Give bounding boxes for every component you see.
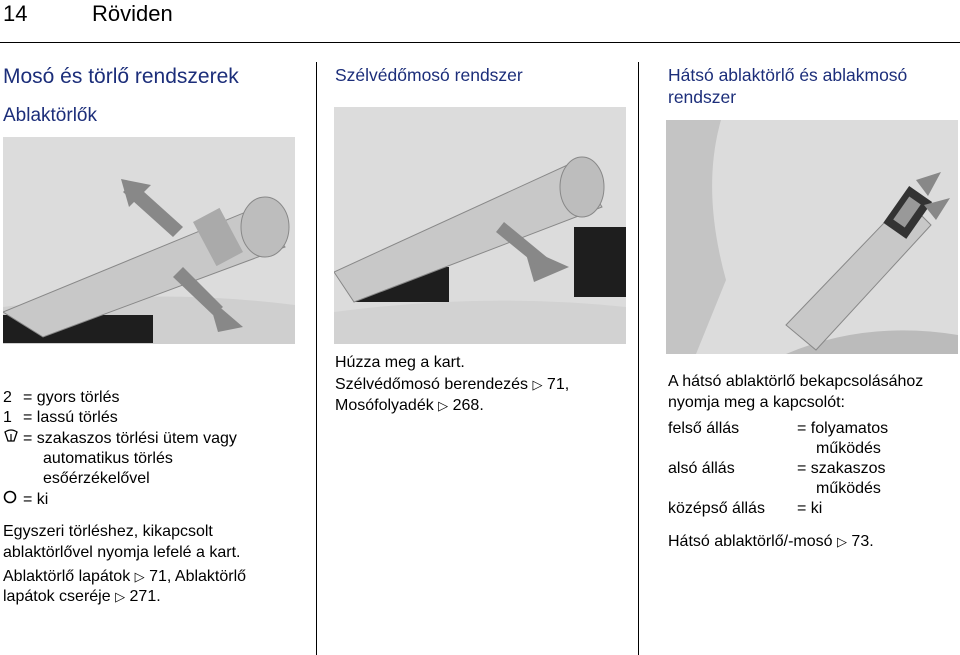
wiper-lever-illustration — [3, 137, 295, 344]
reference-arrow-icon: ▷ — [134, 569, 145, 584]
paragraph-line: Szélvédőmosó berendezés ▷ 71, — [335, 376, 570, 393]
paragraph-line: Húzza meg a kart. — [335, 354, 465, 371]
washer-lever-illustration — [334, 97, 626, 344]
state-label: középső állás — [668, 500, 765, 517]
reference-arrow-icon: ▷ — [532, 377, 543, 392]
page-reference[interactable]: 73. — [851, 533, 874, 550]
off-icon — [3, 490, 23, 511]
section-heading: Szélvédőmosó rendszer — [335, 65, 523, 85]
column-divider-2 — [638, 62, 639, 655]
page-reference[interactable]: 71, Ablaktörlő — [149, 568, 247, 585]
page-reference[interactable]: 268. — [452, 397, 484, 414]
paragraph-line: Mosófolyadék ▷ 268. — [335, 397, 484, 414]
column-divider-1 — [316, 62, 317, 655]
rear-wiper-illustration — [666, 120, 958, 354]
legend-item: 2 = gyors törlés — [3, 389, 120, 406]
state-value: működés — [816, 440, 881, 457]
paragraph-line: A hátsó ablaktörlő bekapcsolásához — [668, 373, 924, 390]
section-subtitle: Ablaktörlők — [3, 105, 97, 126]
legend-item: esőérzékelővel — [43, 470, 150, 487]
section-heading: Hátsó ablaktörlő és ablakmosó — [668, 65, 908, 85]
state-value: működés — [816, 480, 881, 497]
page-reference[interactable]: 71, — [546, 376, 570, 393]
paragraph-line: Hátsó ablaktörlő/-mosó ▷ 73. — [668, 533, 874, 550]
paragraph-line: ablaktörlővel nyomja lefelé a kart. — [3, 544, 241, 561]
legend-item: 1 = lassú törlés — [3, 409, 118, 426]
chapter-title: Röviden — [92, 1, 173, 26]
paragraph-line: lapátok cseréje ▷ 271. — [3, 588, 161, 605]
paragraph-line: nyomja meg a kapcsolót: — [668, 394, 845, 411]
section-heading: rendszer — [668, 87, 737, 107]
section-title: Mosó és törlő rendszerek — [3, 65, 239, 88]
legend-item: automatikus törlés — [43, 450, 173, 467]
page-number: 14 — [3, 1, 28, 26]
state-label: alsó állás — [668, 460, 735, 477]
page-reference[interactable]: 271. — [129, 588, 161, 605]
state-value: = ki — [797, 500, 823, 517]
state-value: = szakaszos — [797, 460, 886, 477]
reference-arrow-icon: ▷ — [438, 398, 449, 413]
legend-item: = szakaszos törlési ütem vagy — [3, 429, 237, 450]
paragraph-line: Egyszeri törléshez, kikapcsolt — [3, 523, 213, 540]
reference-arrow-icon: ▷ — [836, 534, 847, 549]
reference-arrow-icon: ▷ — [115, 589, 126, 604]
state-value: = folyamatos — [797, 420, 889, 437]
wiper-interval-icon — [3, 429, 23, 450]
legend-item: = ki — [3, 490, 48, 511]
state-label: felső állás — [668, 420, 740, 437]
header-divider — [0, 42, 960, 43]
paragraph-line: Ablaktörlő lapátok ▷ 71, Ablaktörlő — [3, 568, 247, 585]
